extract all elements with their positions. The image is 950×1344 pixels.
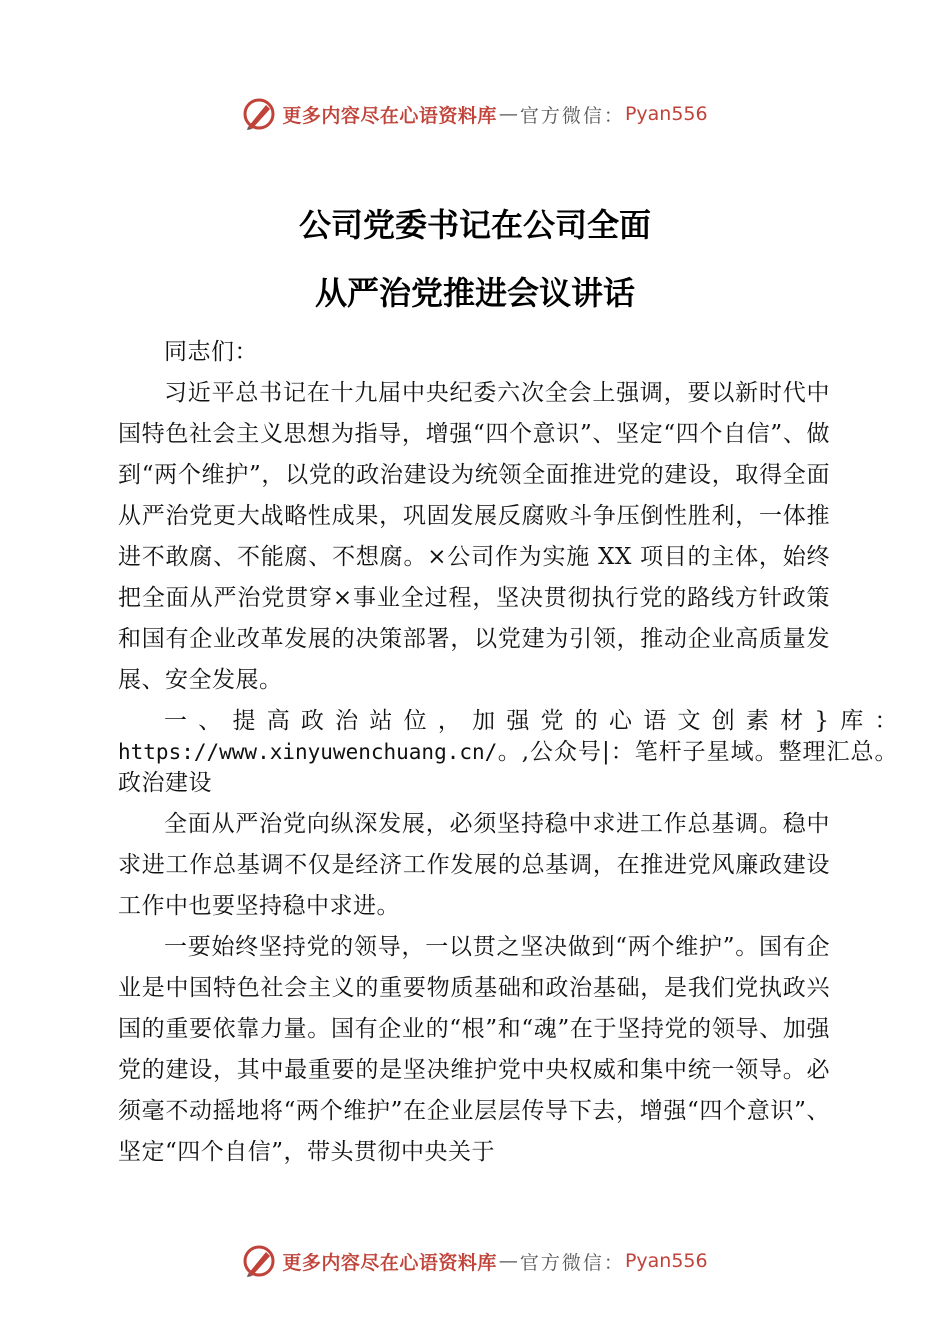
banner-dash: — xyxy=(498,1250,518,1272)
header-banner xyxy=(0,94,950,134)
banner-wechat-label: 官方微信： xyxy=(519,104,625,127)
banner-dash: — xyxy=(498,103,518,125)
pen-logo-icon xyxy=(242,97,276,131)
paragraph-2: 全面从严治党向纵深发展，必须坚持稳中求进工作总基调。稳中求进工作总基调不仅是经济工作发展的总基调，在推进党风廉政建设工作中也要坚持稳中求进。 xyxy=(118,811,830,919)
title-line-2: 从严治党推进会议讲话 xyxy=(314,274,635,312)
salutation: 同志们： xyxy=(164,339,258,365)
footer-banner xyxy=(0,1241,950,1281)
pen-logo-icon xyxy=(242,1244,276,1278)
heading-suffix: 。,公众号|：笔杆子星域。整理汇总。政治建设 xyxy=(118,739,898,796)
banner-brand: 更多内容尽在心语资料库 xyxy=(282,1251,497,1274)
banner-wechat-label: 官方微信： xyxy=(519,1251,625,1274)
banner-wechat-id: Pyan556 xyxy=(624,103,708,125)
paragraph-3: 一要始终坚持党的领导，一以贯之坚决做到“两个维护”。国有企业是中国特色社会主义的重要物质基础和政治基础，是我们党执政兴国的重要依靠力量。国有企业的“根”和“魂”在于坚持党的领导、加强党的建设，其中最重要的是坚决维护党中央权威和集中统一领导。必须毫不动摇地将“两个维护”在企业层层传导下去，增强“四个意识”、坚定“四个自信”，带头贯彻中央关于 xyxy=(118,934,830,1165)
title-line-1: 公司党委书记在公司全面 xyxy=(298,206,651,244)
heading-prefix: 一、提高政治站位，加强党的心语文创素材}库： xyxy=(164,708,898,734)
document-body xyxy=(118,332,898,1173)
banner-wechat-id: Pyan556 xyxy=(624,1250,708,1272)
banner-brand: 更多内容尽在心语资料库 xyxy=(282,104,497,127)
section-heading-1 xyxy=(118,701,898,804)
heading-url: https://www.xinyuwenchuang.cn/ xyxy=(118,740,498,764)
paragraph-1: 习近平总书记在十九届中央纪委六次全会上强调，要以新时代中国特色社会主义思想为指导，增强“四个意识”、坚定“四个自信”、做到“两个维护”，以党的政治建设为统领全面推进党的建设，取得全面从严治党更大战略性成果，巩固发展反腐败斗争压倒性胜利，一体推进不敢腐、不能腐、不想腐。×公司作为实施 XX 项目的主体，始终把全面从严治党贯穿×事业全过程，坚决贯彻执行党的路线方针政策和国有企业改革发展的决策部署，以党建为引领，推动企业高质量发展、安全发展。 xyxy=(118,380,830,693)
